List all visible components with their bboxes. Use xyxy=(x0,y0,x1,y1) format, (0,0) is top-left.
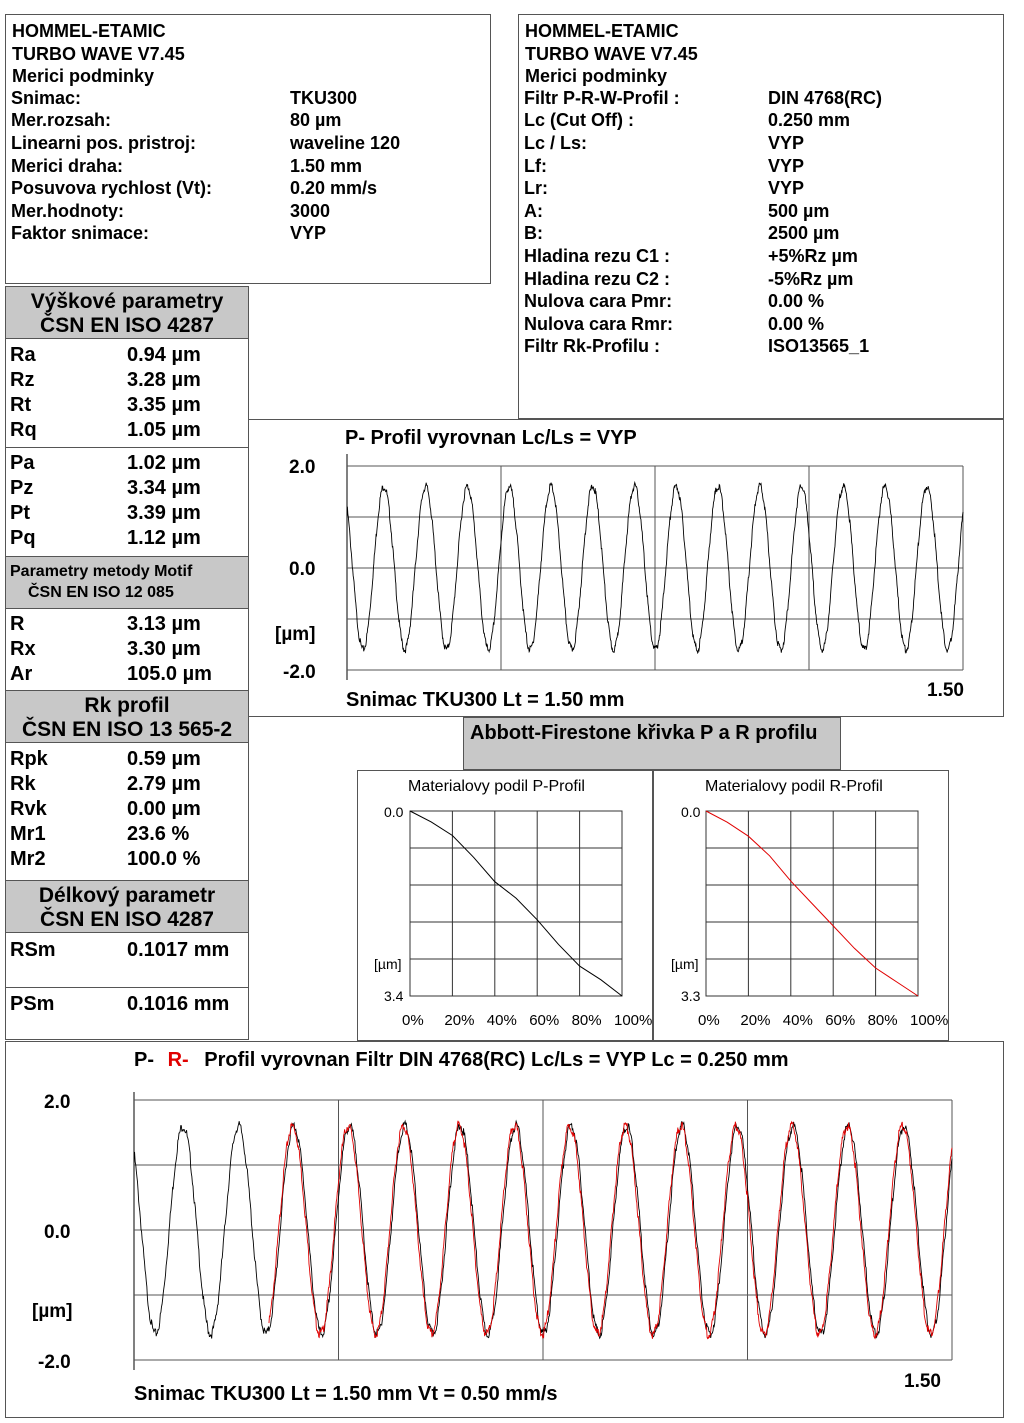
chart-title-r: R- xyxy=(167,1049,189,1071)
param-name: Mr2 xyxy=(10,848,46,870)
y-tick-label: 0.0 xyxy=(289,559,316,580)
param-name: Ra xyxy=(10,344,36,366)
y-tick-label: 2.0 xyxy=(289,457,316,478)
condition-value: 500 µm xyxy=(768,200,830,221)
x-end-label: 1.50 xyxy=(904,1371,941,1392)
section-header-height-params xyxy=(5,286,249,339)
param-value: 0.94 µm xyxy=(127,344,201,366)
chart-footer: Snimac TKU300 Lt = 1.50 mm Vt = 0.50 mm/s xyxy=(134,1383,558,1405)
pr-profile-chart-panel xyxy=(5,1041,1004,1418)
condition-value: 0.00 % xyxy=(768,313,825,334)
y-tick-label: -2.0 xyxy=(38,1352,71,1373)
x-tick-labels xyxy=(402,1012,652,1029)
param-value: 3.13 µm xyxy=(127,613,201,635)
condition-label: Hladina rezu C1 : xyxy=(524,246,671,266)
chart-title: Profil vyrovnan Filtr DIN 4768(RC) Lc/Ls = VYP Lc = 0.250 mm xyxy=(204,1049,789,1071)
x-end-label: 1.50 xyxy=(927,680,964,701)
x-tick-label: 20% xyxy=(444,1012,475,1029)
condition-label: Nulova cara Rmr: xyxy=(524,313,674,334)
section-title: Rk profil xyxy=(84,694,170,717)
header-left-panel xyxy=(5,14,491,284)
y-tick-label: 3.3 xyxy=(681,988,701,1004)
p-profile-chart xyxy=(249,420,1005,718)
condition-value: TKU300 xyxy=(290,87,358,108)
y-axis-label: [µm] xyxy=(32,1301,73,1322)
y-axis-label: [µm] xyxy=(671,956,699,972)
abbott-p-curve xyxy=(410,811,622,996)
condition-value: 80 µm xyxy=(290,110,342,131)
y-tick-label: 2.0 xyxy=(44,1092,71,1113)
condition-value: VYP xyxy=(768,133,805,153)
condition-value: VYP xyxy=(768,155,805,176)
param-value: 3.34 µm xyxy=(127,477,201,499)
condition-label: A: xyxy=(524,200,543,221)
param-name: Rk xyxy=(10,773,36,795)
header-line-brand: HOMMEL-ETAMIC xyxy=(12,21,166,41)
condition-value: +5%Rz µm xyxy=(768,246,858,266)
divider xyxy=(6,987,248,988)
divider xyxy=(6,447,248,448)
x-tick-label: 80% xyxy=(571,1012,602,1029)
section-header-rk xyxy=(5,690,249,743)
y-tick-label: -2.0 xyxy=(283,662,316,683)
parameter-column xyxy=(5,286,249,1040)
condition-value: 0.00 % xyxy=(768,291,825,312)
condition-label: Filtr P-R-W-Profil : xyxy=(524,87,680,108)
param-value: 3.30 µm xyxy=(127,638,201,660)
param-value: 23.6 % xyxy=(127,823,190,845)
section-standard: ČSN EN ISO 12 085 xyxy=(28,584,174,601)
condition-value: 0.20 mm/s xyxy=(290,178,378,199)
plot-frame xyxy=(410,811,622,996)
abbott-title-box xyxy=(463,717,841,770)
condition-label: Posuvova rychlost (Vt): xyxy=(11,178,213,199)
condition-label: Lc / Ls: xyxy=(524,133,588,153)
y-axis-label: [µm] xyxy=(374,956,402,972)
x-tick-labels xyxy=(698,1012,948,1029)
abbott-title: Abbott-Firestone křivka P a R profilu xyxy=(470,722,818,744)
param-name: Rx xyxy=(10,638,36,660)
param-name: Pa xyxy=(10,452,35,474)
x-tick-label: 0% xyxy=(698,1012,720,1029)
condition-label: Merici draha: xyxy=(11,155,124,176)
param-name: Pz xyxy=(10,477,34,499)
condition-label: Faktor snimace: xyxy=(11,223,150,244)
section-standard: ČSN EN ISO 4287 xyxy=(40,908,214,931)
abbott-r-chart xyxy=(654,771,950,1042)
param-value: 0.00 µm xyxy=(127,798,201,820)
x-tick-label: 60% xyxy=(529,1012,560,1029)
x-tick-label: 80% xyxy=(867,1012,898,1029)
pr-profile-chart xyxy=(6,1042,1005,1419)
condition-value: -5%Rz µm xyxy=(768,268,854,289)
param-name-psm: PSm xyxy=(10,993,55,1015)
section-title: Parametry metody Motif xyxy=(10,563,193,580)
abbott-r-curve xyxy=(706,811,918,996)
condition-value: waveline 120 xyxy=(290,133,401,153)
condition-value: 1.50 mm xyxy=(290,155,363,176)
abbott-p-panel xyxy=(357,770,653,1041)
x-tick-label: 40% xyxy=(782,1012,813,1029)
p-profile-chart-panel xyxy=(248,419,1004,717)
section-header-length-params xyxy=(5,880,249,933)
x-tick-label: 40% xyxy=(486,1012,517,1029)
section-title: Výškové parametry xyxy=(30,290,224,313)
param-value: 0.59 µm xyxy=(127,748,201,770)
param-value: 3.28 µm xyxy=(127,369,201,391)
param-name: Rpk xyxy=(10,748,48,770)
condition-value: VYP xyxy=(290,223,327,244)
condition-value: VYP xyxy=(768,178,805,199)
x-tick-label: 100% xyxy=(910,1012,949,1029)
header-line-brand: HOMMEL-ETAMIC xyxy=(525,21,679,41)
condition-label: Filtr Rk-Profilu : xyxy=(524,336,660,357)
condition-label: Mer.rozsah: xyxy=(11,110,112,131)
header-line-software: TURBO WAVE V7.45 xyxy=(12,43,185,64)
x-tick-label: 0% xyxy=(402,1012,424,1029)
condition-label: Lf: xyxy=(524,155,547,176)
header-line-software: TURBO WAVE V7.45 xyxy=(525,43,698,64)
section-header-motif xyxy=(5,556,249,609)
y-tick-label: 0.0 xyxy=(44,1222,71,1243)
param-name: Pt xyxy=(10,502,30,524)
param-name-rsm: RSm xyxy=(10,939,56,961)
chart-title-p: P- xyxy=(134,1049,154,1071)
condition-value: DIN 4768(RC) xyxy=(768,87,883,108)
chart-footer: Snimac TKU300 Lt = 1.50 mm xyxy=(346,689,625,711)
y-tick-label: 0.0 xyxy=(384,804,404,820)
condition-label: Lc (Cut Off) : xyxy=(524,110,634,131)
condition-label: Mer.hodnoty: xyxy=(11,200,124,221)
header-right-panel xyxy=(518,14,1004,419)
param-name: R xyxy=(10,613,25,635)
condition-label: B: xyxy=(524,223,543,244)
param-name: Ar xyxy=(10,663,33,685)
condition-value: 2500 µm xyxy=(768,223,840,244)
x-tick-label: 60% xyxy=(825,1012,856,1029)
param-value: 100.0 % xyxy=(127,848,201,870)
param-value: 3.39 µm xyxy=(127,502,201,524)
param-name: Rvk xyxy=(10,798,47,820)
param-name: Rz xyxy=(10,369,35,391)
param-value-rsm: 0.1017 mm xyxy=(127,939,230,961)
y-tick-label: 3.4 xyxy=(384,988,404,1004)
abbott-r-panel xyxy=(653,770,949,1041)
condition-value: 0.250 mm xyxy=(768,110,851,131)
svg-text:P- R- Profil vyro xyxy=(134,1049,789,1071)
y-tick-label: 0.0 xyxy=(681,804,701,820)
param-name: Rq xyxy=(10,419,37,441)
x-tick-label: 100% xyxy=(614,1012,653,1029)
param-name: Mr1 xyxy=(10,823,46,845)
param-value: 105.0 µm xyxy=(127,663,212,685)
param-value-psm: 0.1016 mm xyxy=(127,993,230,1015)
condition-value: 3000 xyxy=(290,200,331,221)
chart-title: P- Profil vyrovnan Lc/Ls = VYP xyxy=(345,427,637,449)
abbott-p-chart xyxy=(358,771,654,1042)
condition-label: Hladina rezu C2 : xyxy=(524,268,671,289)
param-value: 3.35 µm xyxy=(127,394,201,416)
header-line-conditions: Merici podminky xyxy=(525,66,668,87)
param-value: 2.79 µm xyxy=(127,773,201,795)
param-value: 1.12 µm xyxy=(127,527,201,549)
condition-label: Nulova cara Pmr: xyxy=(524,291,673,312)
section-standard: ČSN EN ISO 4287 xyxy=(40,314,214,337)
param-name: Pq xyxy=(10,527,36,549)
subchart-title: Materialovy podil R-Profil xyxy=(705,778,883,795)
header-line-conditions: Merici podminky xyxy=(12,66,155,87)
section-standard: ČSN EN ISO 13 565-2 xyxy=(21,718,233,741)
condition-label: Linearni pos. pristroj: xyxy=(11,133,197,153)
condition-label: Lr: xyxy=(524,178,548,199)
y-axis-label: [µm] xyxy=(275,624,316,645)
condition-value: ISO13565_1 xyxy=(768,336,870,357)
chart-grid xyxy=(410,811,622,996)
section-title: Délkový parametr xyxy=(38,884,216,907)
param-name: Rt xyxy=(10,394,32,416)
subchart-title: Materialovy podil P-Profil xyxy=(408,778,585,795)
param-value: 1.05 µm xyxy=(127,419,201,441)
condition-label: Snimac: xyxy=(11,87,82,108)
x-tick-label: 20% xyxy=(740,1012,771,1029)
param-value: 1.02 µm xyxy=(127,452,201,474)
